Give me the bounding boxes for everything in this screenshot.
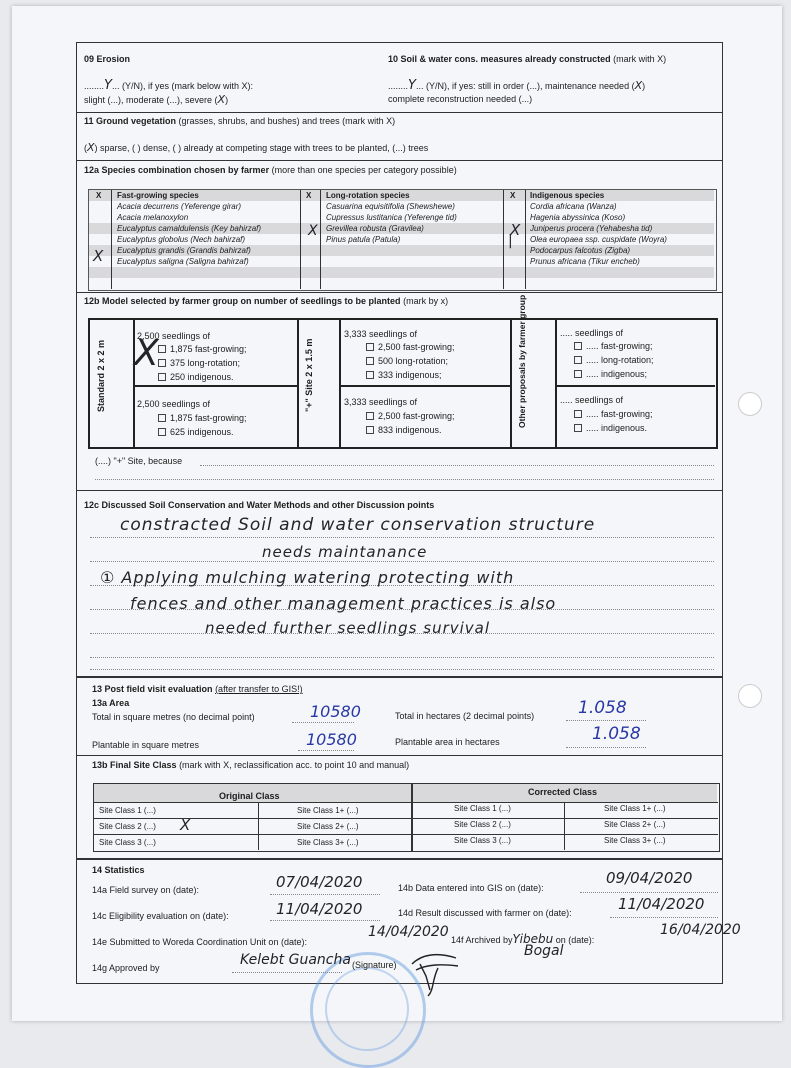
swc-yn-line: ........Y... (Y/N), if yes: still in order (...), maintenance needed (X) (388, 78, 646, 93)
site-class-title: 13b Final Site Class (92, 760, 177, 770)
indig-species: Olea europaea ssp. cuspidate (Woyra) (530, 235, 667, 244)
erosion-severity-line: slight (...), moderate (...), severe (X) (84, 93, 229, 106)
dotted-line (95, 479, 714, 480)
col-divider (555, 318, 557, 447)
fast-growing-header: Fast-growing species (117, 191, 199, 200)
swc-yn-value: Y (408, 78, 416, 93)
long-species: Pinus patula (Patula) (326, 235, 401, 244)
species-title: 12a Species combination chosen by farmer (84, 165, 270, 175)
site-class-header (94, 784, 717, 802)
row-divider (94, 834, 718, 835)
site-a-total: 3,333 seedlings of (344, 329, 418, 339)
statistics-title: 14 Statistics (92, 865, 145, 875)
swc-yn-label: (Y/N), if yes: still in order (...), maintenance needed ( (425, 81, 635, 91)
col-divider (300, 190, 301, 289)
std-b-item: 625 indigenous. (158, 427, 234, 437)
punch-hole-top (738, 392, 762, 416)
orig-class: Site Class 3 (...) (99, 838, 156, 847)
orig-class: Site Class 2 (...) (99, 822, 156, 831)
indigenous-header: Indigenous species (530, 191, 605, 200)
erosion-severe-mark: X (217, 93, 226, 106)
eligibility-date: 11/04/2020 (276, 900, 363, 918)
woreda-label: 14e Submitted to Woreda Coordination Unit on (date): (92, 937, 307, 947)
swc-title-line (388, 54, 666, 65)
indig-species: Juniperus procera (Yehabesha tid) (530, 224, 653, 233)
std-b-total: 2,500 seedlings of (137, 399, 211, 409)
long-species: Grevillea robusta (Gravilea) (326, 224, 424, 233)
erosion-severity-label: slight (...), moderate (...), severe ( (84, 95, 218, 105)
woreda-date: 14/04/2020 (368, 924, 449, 940)
divider (77, 755, 722, 756)
archived-date: 16/04/2020 (660, 922, 741, 938)
site-b-item: 2,500 fast-growing; (366, 411, 455, 421)
field-survey-date: 07/04/2020 (276, 873, 363, 891)
long-species: Cupressus lustitanica (Yeferenge tid) (326, 213, 457, 222)
orig-class-plus: Site Class 3+ (...) (297, 838, 359, 847)
plant-sqm-label: Plantable in square metres (92, 740, 200, 750)
discussion-line: fences and other management practices is also (130, 594, 557, 613)
species-row-shade (89, 267, 714, 278)
dotted-line (90, 657, 714, 658)
std-a-total: 2,500 seedlings of (137, 331, 211, 341)
model-title: 12b Model selected by farmer group on number of seedlings to be planted (84, 296, 401, 306)
indig-species: Podocarpus falcotus (Zigba) (530, 246, 631, 255)
swc-title: 10 Soil & water cons. measures already constructed (388, 54, 611, 64)
other-a-item: ..... fast-growing; (574, 341, 653, 351)
col-divider (525, 190, 526, 289)
swc-reconstruction: complete reconstruction needed (...) (388, 94, 533, 104)
discussion-line: needed further seedlings survival (205, 619, 491, 637)
model-mark-standard: X (134, 333, 159, 374)
archived-by-line (451, 934, 594, 946)
discussion-line: needs maintanance (262, 543, 428, 561)
discussion-title: 12c Discussed Soil Conservation and Water Methods and other Discussion points (84, 500, 435, 510)
other-a-item: ..... indigenous; (574, 369, 647, 379)
ground-veg-title-line (84, 116, 395, 127)
site-class-2-mark: X (180, 816, 191, 834)
mark-hagenia: X (510, 221, 521, 239)
other-a-item: ..... long-rotation; (574, 355, 654, 365)
other-b-item: ..... indigenous. (574, 423, 647, 433)
model-title-tail: (mark by x) (403, 296, 449, 306)
total-sqm-value: 10580 (310, 702, 361, 721)
col-divider (411, 783, 413, 851)
dotted-line (232, 972, 342, 973)
signature-scribble-icon (408, 946, 466, 998)
fast-species: Acacia melanoxylon (117, 213, 189, 222)
post-visit-title: 13 Post field visit evaluation (92, 684, 213, 694)
gis-entry-date: 09/04/2020 (606, 869, 693, 887)
dotted-line (610, 917, 718, 918)
std-a-item: 1,875 fast-growing; (158, 344, 247, 354)
col-divider (510, 318, 512, 447)
orig-class-plus: Site Class 1+ (...) (297, 806, 359, 815)
divider (77, 292, 722, 293)
corr-class: Site Class 3 (...) (454, 836, 511, 845)
site-b-item: 833 indigenous. (366, 425, 442, 435)
other-a-total: ..... seedlings of (560, 328, 624, 338)
std-a-item: 375 long-rotation; (158, 358, 240, 368)
post-visit-title-line (92, 684, 303, 695)
mark-cupressus: X (308, 223, 318, 239)
long-rotation-header: Long-rotation species (326, 191, 410, 200)
other-label: Other proposals by farmer group (517, 294, 527, 428)
archived-by-name: Yibebu (512, 932, 554, 946)
discussion-line: ① Applying mulching watering protecting with (100, 568, 515, 587)
corrected-class-header: Corrected Class (528, 787, 598, 797)
approved-by-label: 14g Approved by (92, 963, 160, 973)
corr-class: Site Class 2 (...) (454, 820, 511, 829)
dotted-line (270, 920, 380, 921)
mark-eucalyptus-globolus: X (93, 247, 104, 265)
corr-class-plus: Site Class 3+ (...) (604, 836, 666, 845)
dotted-line (90, 561, 714, 562)
long-species: Casuarina equisitifolia (Shewshewe) (326, 202, 455, 211)
orig-class: Site Class 1 (...) (99, 806, 156, 815)
official-stamp-inner (325, 967, 409, 1051)
site-a-item: 2,500 fast-growing; (366, 342, 455, 352)
site-because: (....) "+" Site, because (95, 456, 183, 466)
punch-hole-bottom (738, 684, 762, 708)
erosion-yn-line: ........Y... (Y/N), if yes (mark below with X): (84, 78, 254, 93)
dotted-line (90, 669, 714, 670)
dotted-line (566, 747, 646, 748)
farmer-discussion-date: 11/04/2020 (618, 895, 705, 913)
std-a-item: 250 indigenous. (158, 372, 234, 382)
ground-veg-options: (X) sparse, ( ) dense, ( ) already at competing stage with trees to be planted, (...) trees (84, 141, 429, 154)
col-divider (258, 802, 259, 850)
row-divider (133, 385, 297, 387)
divider (77, 160, 722, 161)
site-b-total: 3,333 seedlings of (344, 397, 418, 407)
other-b-total: ..... seedlings of (560, 395, 624, 405)
archived-by-label: 14f Archived by (451, 935, 513, 945)
col-divider (111, 190, 112, 289)
divider (77, 858, 722, 860)
indig-species: Cordia africana (Wanza) (530, 202, 617, 211)
dotted-line (292, 722, 354, 723)
plant-sqm-value: 10580 (306, 730, 357, 749)
ground-veg-mark: X (87, 141, 95, 154)
signature-label: (Signature) (352, 960, 397, 970)
col-divider (339, 318, 341, 447)
corr-class-plus: Site Class 1+ (...) (604, 804, 666, 813)
archived-on-label: on (date): (555, 935, 595, 945)
plant-ha-label: Plantable area in hectares (395, 737, 500, 747)
fast-species: Eucalyptus camaldulensis (Key bahirzaf) (117, 224, 262, 233)
fast-species: Eucalyptus saligna (Saligna bahirzaf) (117, 257, 249, 266)
divider (77, 490, 722, 491)
site-class-title-line (92, 760, 409, 771)
swc-maint-mark: X (634, 79, 643, 92)
total-sqm-label: Total in square metres (no decimal point) (92, 712, 255, 722)
divider (77, 676, 722, 678)
site-class-title-tail: (mark with X, reclassification acc. to point 10 and manual) (179, 760, 410, 770)
dotted-line (566, 720, 646, 721)
species-title-line (84, 165, 457, 176)
col-divider (297, 318, 299, 447)
dotted-line (580, 892, 718, 893)
species-x-header: X (96, 191, 102, 200)
archived-by-name-line2: Bogal (524, 943, 564, 959)
plant-ha-value: 1.058 (592, 724, 641, 744)
std-b-item: 1,875 fast-growing; (158, 413, 247, 423)
ground-veg-options-text: sparse, ( ) dense, ( ) already at competing stage with trees to be planted, (...) trees (100, 143, 429, 153)
dotted-line (200, 465, 714, 466)
divider (77, 112, 722, 113)
species-x-header: X (306, 191, 312, 200)
area-subtitle: 13a Area (92, 698, 130, 708)
gis-entry-label: 14b Data entered into GIS on (date): (398, 883, 544, 893)
col-divider (564, 802, 565, 850)
ground-veg-title: 11 Ground vegetation (84, 116, 177, 126)
erosion-title: 09 Erosion (84, 54, 131, 64)
standard-label: Standard 2 x 2 m (96, 339, 106, 412)
other-b-item: ..... fast-growing; (574, 409, 653, 419)
dotted-line (90, 537, 714, 538)
fast-species: Eucalyptus globolus (Nech bahirzaf) (117, 235, 246, 244)
site-label: "+" Site 2 x 1.5 m (304, 338, 314, 412)
row-divider (339, 385, 510, 387)
post-visit-title-tail: (after transfer to GIS!) (215, 684, 303, 694)
indig-species: Hagenia abyssinica (Koso) (530, 213, 626, 222)
original-class-header: Original Class (219, 791, 280, 801)
mark-juniperus: | (508, 233, 513, 249)
ground-veg-title-tail: (grasses, shrubs, and bushes) and trees (mark with X) (178, 116, 396, 126)
corr-class-plus: Site Class 2+ (...) (604, 820, 666, 829)
site-a-item: 333 indigenous; (366, 370, 442, 380)
fast-species: Acacia decurrens (Yeferenge girar) (117, 202, 242, 211)
farmer-discussion-label: 14d Result discussed with farmer on (date): (398, 908, 572, 918)
col-divider (320, 190, 321, 289)
species-x-header: X (510, 191, 516, 200)
erosion-yn-label: (Y/N), if yes (mark below with X): (121, 81, 254, 91)
corr-class: Site Class 1 (...) (454, 804, 511, 813)
col-divider (503, 190, 504, 289)
indig-species: Prunus africana (Tikur encheb) (530, 257, 640, 266)
species-title-tail: (more than one species per category possible) (271, 165, 457, 175)
total-ha-value: 1.058 (578, 698, 627, 718)
row-divider (94, 802, 718, 803)
row-divider (555, 385, 715, 387)
fast-species: Eucalyptus grandis (Grandis bahirzaf) (117, 246, 251, 255)
dotted-line (270, 894, 380, 895)
discussion-line: constracted Soil and water conservation structure (120, 515, 596, 535)
field-survey-label: 14a Field survey on (date): (92, 885, 200, 895)
erosion-yn-value: Y (104, 78, 112, 93)
model-title-line (84, 296, 448, 307)
approved-by-name: Kelebt Guancha (240, 952, 351, 968)
site-a-item: 500 long-rotation; (366, 356, 448, 366)
total-ha-label: Total in hectares (2 decimal points) (395, 711, 535, 721)
swc-title-tail: (mark with X) (613, 54, 667, 64)
orig-class-plus: Site Class 2+ (...) (297, 822, 359, 831)
eligibility-label: 14c Eligibility evaluation on (date): (92, 911, 229, 921)
dotted-line (298, 750, 354, 751)
